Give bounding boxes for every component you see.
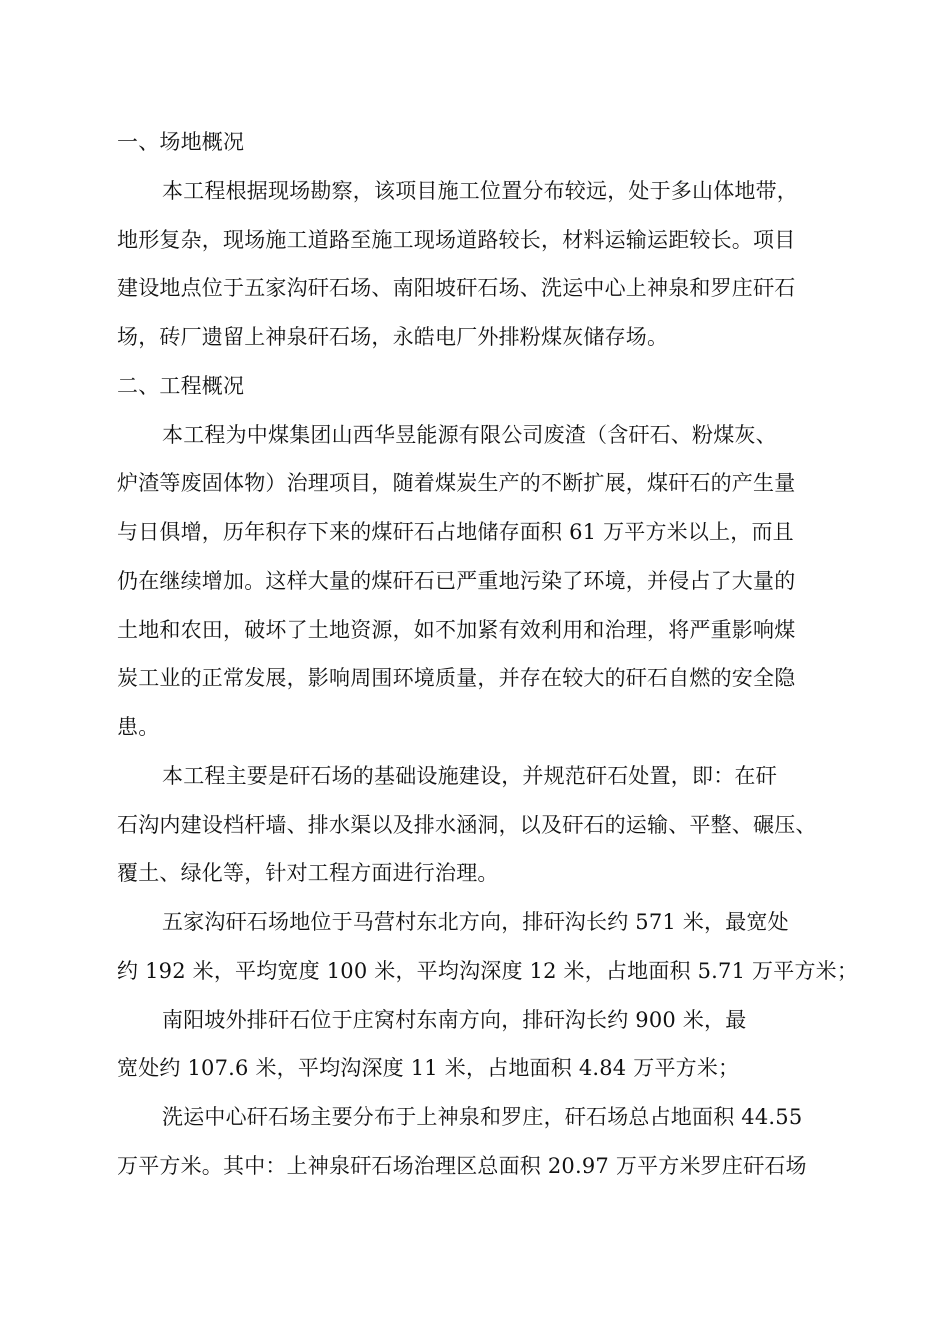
paragraph-line: 石沟内建设档杆墙、排水渠以及排水涵洞，以及矸石的运输、平整、碾压、 xyxy=(117,813,817,837)
paragraph-line: 仍在继续增加。这样大量的煤矸石已严重地污染了环境，并侵占了大量的 xyxy=(117,569,796,593)
paragraph-line: 本工程根据现场勘察，该项目施工位置分布较远，处于多山体地带， xyxy=(162,179,798,203)
paragraph-line: 万平方米。其中：上神泉矸石场治理区总面积 20.97 万平方米罗庄矸石场 xyxy=(117,1154,807,1178)
section-heading-site-overview: 一、场地概况 xyxy=(117,130,245,154)
paragraph-line: 患。 xyxy=(117,715,160,739)
paragraph-line: 本工程为中煤集团山西华昱能源有限公司废渣（含矸石、粉煤灰、 xyxy=(162,423,777,447)
paragraph-line: 土地和农田，破坏了土地资源，如不加紧有效利用和治理，将严重影响煤 xyxy=(117,618,796,642)
paragraph-line: 洗运中心矸石场主要分布于上神泉和罗庄，矸石场总占地面积 44.55 xyxy=(162,1105,803,1129)
paragraph-line: 本工程主要是矸石场的基础设施建设，并规范矸石处置，即：在矸 xyxy=(162,764,777,788)
paragraph-line: 炉渣等废固体物）治理项目，随着煤炭生产的不断扩展，煤矸石的产生量 xyxy=(117,471,796,495)
paragraph-line: 场，砖厂遗留上神泉矸石场，永皓电厂外排粉煤灰储存场。 xyxy=(117,325,669,349)
paragraph-line: 约 192 米，平均宽度 100 米，平均沟深度 12 米，占地面积 5.71 万平方米； xyxy=(117,959,859,983)
section-heading-project-overview: 二、工程概况 xyxy=(117,374,245,398)
paragraph-line: 地形复杂，现场施工道路至施工现场道路较长，材料运输运距较长。项目 xyxy=(117,228,796,252)
paragraph-line: 宽处约 107.6 米，平均沟深度 11 米，占地面积 4.84 万平方米； xyxy=(117,1056,740,1080)
paragraph-line: 覆土、绿化等，针对工程方面进行治理。 xyxy=(117,861,499,885)
paragraph-line: 炭工业的正常发展，影响周围环境质量，并存在较大的矸石自燃的安全隐 xyxy=(117,666,796,690)
paragraph-line: 南阳坡外排矸石位于庄窝村东南方向，排矸沟长约 900 米，最 xyxy=(162,1008,747,1032)
paragraph-line: 五家沟矸石场地位于马营村东北方向，排矸沟长约 571 米，最宽处 xyxy=(162,910,789,934)
paragraph-line: 与日俱增，历年积存下来的煤矸石占地储存面积 61 万平方米以上，而且 xyxy=(117,520,794,544)
paragraph-line: 建设地点位于五家沟矸石场、南阳坡矸石场、洗运中心上神泉和罗庄矸石 xyxy=(117,276,796,300)
